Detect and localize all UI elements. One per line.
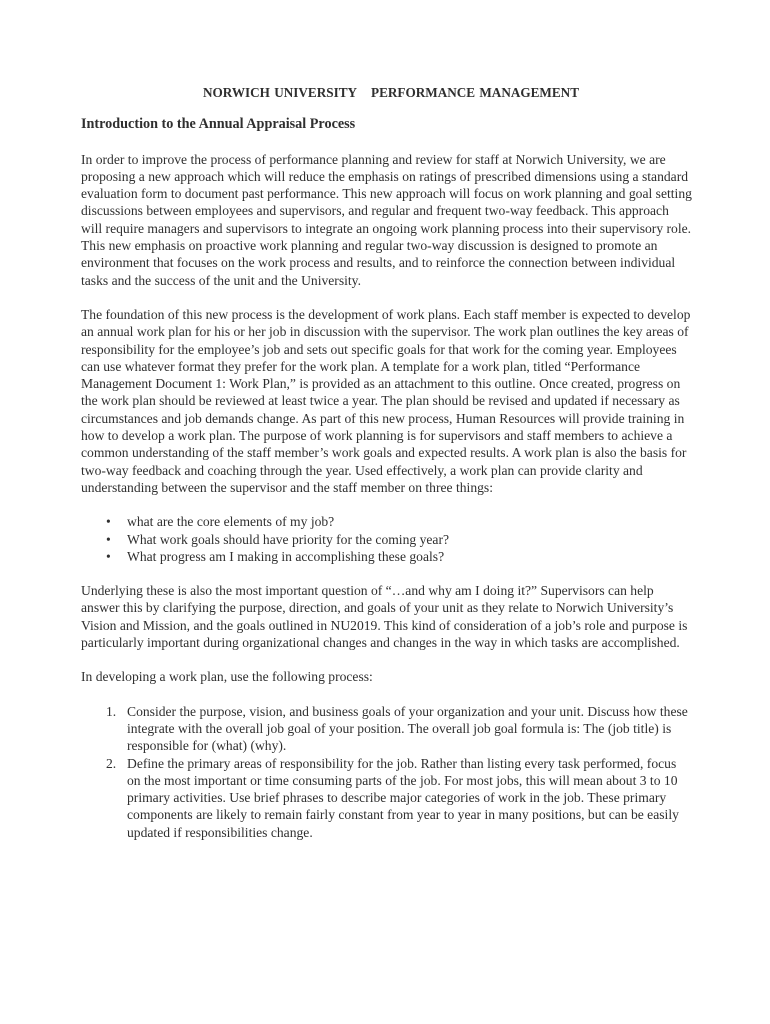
section-heading: Introduction to the Annual Appraisal Process xyxy=(81,116,356,133)
step-text: Define the primary areas of responsibility for the job. Rather than listing every task performed, focus on the most important or time consuming parts of the job. For most jobs, this will mean about 3 to 10 primary activities. Use brief phrases to describe major categories of work in the job. These primary components are likely to remain fairly constant from year to year in many positions, but can be easily updated if responsibilities change. xyxy=(127,755,679,840)
list-item-text: what are the core elements of my job? xyxy=(127,514,335,530)
step-text: Consider the purpose, vision, and business goals of your organization and your unit. Discuss how these integrate with the overall job goal of your position. The overall job goal formula is: The (job title) is responsible for (what) (why). xyxy=(127,703,688,754)
bullet-list-three-things xyxy=(81,513,693,565)
paragraph-introduction: In order to improve the process of performance planning and review for staff at Norwich University, we are proposing a new approach which will reduce the emphasis on ratings of prescribed dimensions using a standard evaluation form to document past performance. This new approach will focus on work planning and goal setting discussions between employees and supervisors, and regular and frequent two-way feedback. This approach will require managers and supervisors to integrate an ongoing work planning process into their supervisory role. This new emphasis on proactive work planning and regular two-way discussion is designed to promote an environment that focuses on the work process and results, and to reinforce the connection between individual tasks and the success of the unit and the University. xyxy=(81,151,692,288)
step-number: 2. xyxy=(106,755,117,771)
document-title-institution: NORWICH UNIVERSITY xyxy=(202,85,358,100)
document-title-subject: PERFORMANCE MANAGEMENT xyxy=(371,85,579,100)
list-item-text: What work goals should have priority for the coming year? xyxy=(127,531,450,547)
paragraph-process-intro: In developing a work plan, use the following process: xyxy=(81,669,373,685)
list-item-text: What progress am I making in accomplishing these goals? xyxy=(127,548,445,564)
document-page xyxy=(81,84,693,841)
bullet-icon: • xyxy=(106,548,111,564)
numbered-list-process-steps xyxy=(81,703,693,841)
paragraph-work-plans: The foundation of this new process is the development of work plans. Each staff member is expected to develop an annual work plan for his or her job in discussion with the supervisor. The work plan outlines the key areas of responsibility for the employee’s job and sets out specific goals for that work for the coming year. Employees can use whatever format they prefer for the work plan. A template for a work plan, titled “Performance Management Document 1: Work Plan,” is provided as an attachment to this outline. Once created, progress on the work plan should be reviewed at least twice a year. The plan should be revised and updated if necessary as circumstances and job demands change. As part of this new process, Human Resources will provide training in how to develop a work plan. The purpose of work planning is for supervisors and staff members to achieve a common understanding of the staff member’s work goals and expected results. A work plan is also the basis for two-way feedback and coaching through the year. Used effectively, a work plan can provide clarity and understanding between the supervisor and the staff member on three things: xyxy=(81,306,691,495)
list-item xyxy=(81,755,693,841)
document-title xyxy=(81,84,693,101)
bullet-icon: • xyxy=(106,531,111,547)
bullet-icon: • xyxy=(106,514,111,530)
list-item xyxy=(81,531,693,548)
list-item xyxy=(81,513,693,530)
list-item xyxy=(81,548,693,565)
step-number: 1. xyxy=(106,703,117,719)
list-item xyxy=(81,703,693,755)
paragraph-why: Underlying these is also the most important question of “…and why am I doing it?” Supervisors can help answer this by clarifying the purpose, direction, and goals of your unit as they relate to Norwich University’s Vision and Mission, and the goals outlined in NU2019. This kind of consideration of a job’s role and purpose is particularly important during organizational changes and changes in the way in which tasks are accomplished. xyxy=(81,583,688,651)
